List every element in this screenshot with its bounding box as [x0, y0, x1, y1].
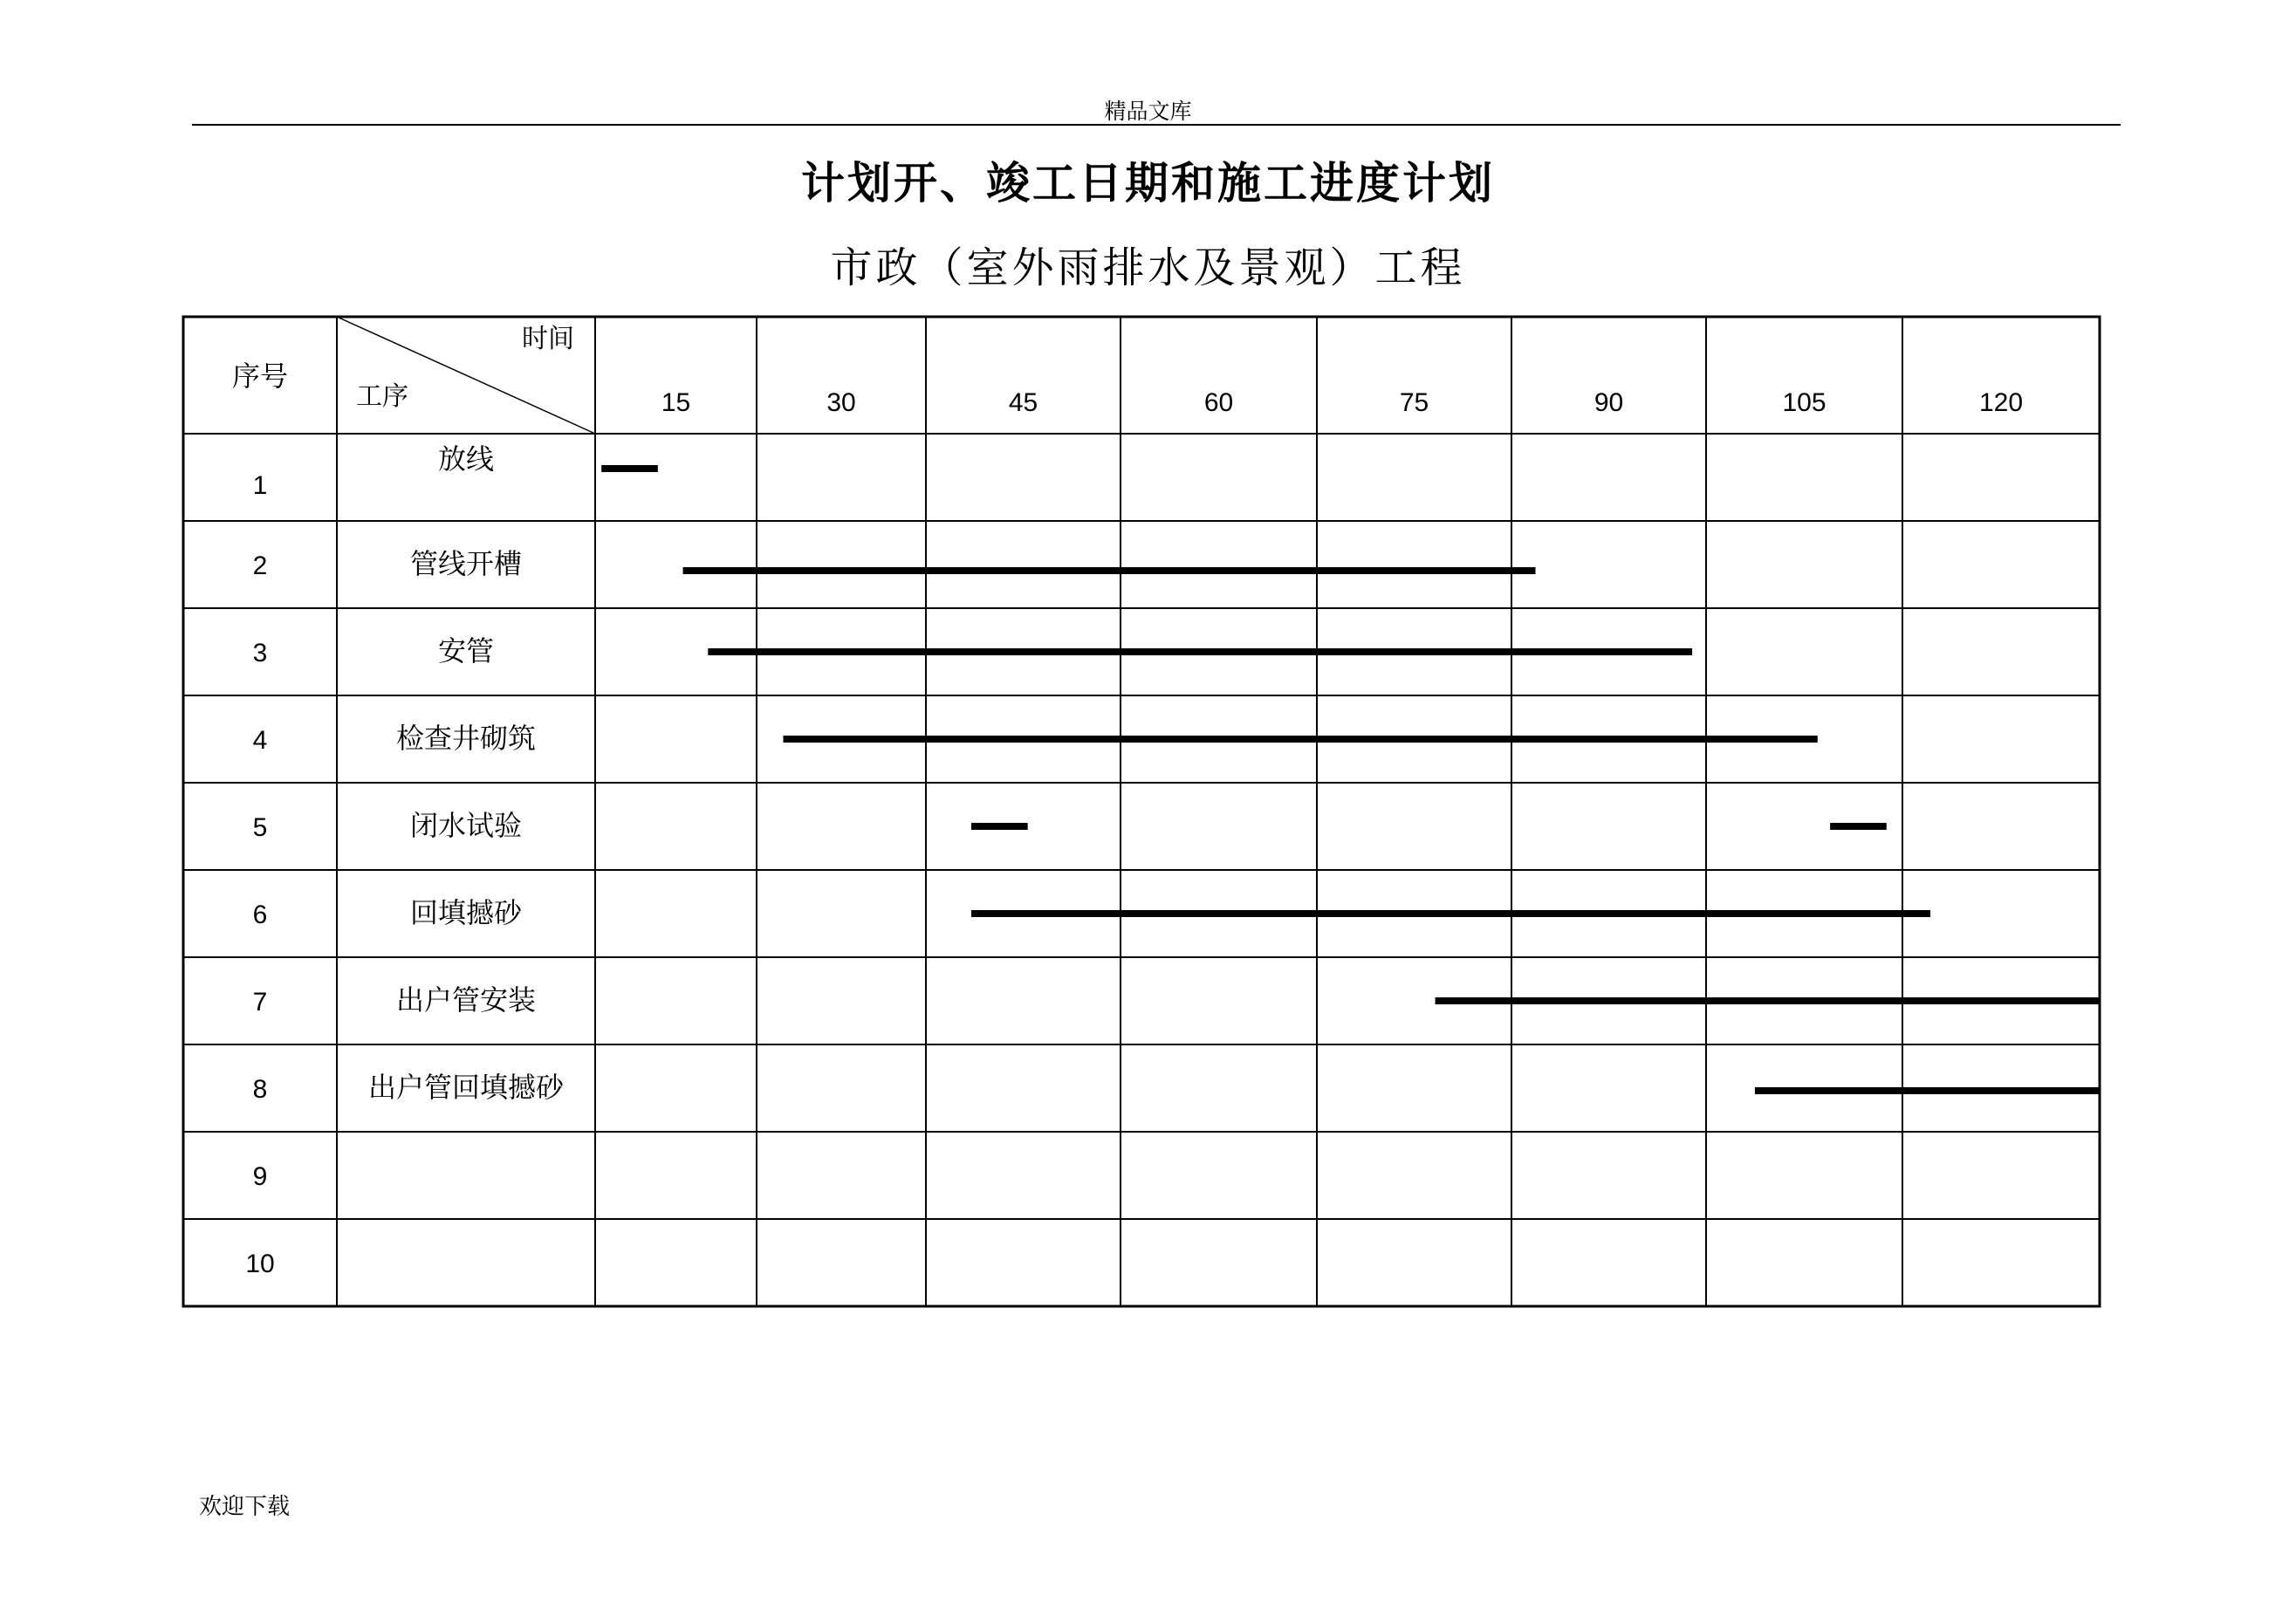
- row-task-name: 管线开槽: [409, 547, 523, 580]
- process-header-label: 工序: [356, 382, 408, 411]
- document-title: 计划开、竣工日期和施工进度计划: [801, 158, 1495, 209]
- time-tick-label: 15: [661, 388, 691, 417]
- row-seq-number: 10: [245, 1250, 275, 1278]
- row-task-name: 安管: [437, 634, 495, 668]
- footer-text: 欢迎下载: [199, 1494, 291, 1520]
- time-tick-label: 120: [1978, 388, 2024, 417]
- time-tick-label: 75: [1399, 388, 1429, 417]
- time-header-label: 时间: [522, 325, 574, 353]
- row-task-name: 闭水试验: [409, 809, 523, 842]
- row-seq-number: 7: [252, 988, 268, 1017]
- time-tick-label: 45: [1008, 388, 1038, 417]
- row-task-name: 出户管回填撼砂: [367, 1071, 565, 1104]
- row-seq-number: 5: [252, 813, 268, 842]
- gantt-bars: [601, 469, 2100, 1091]
- seq-column-header: 序号: [231, 360, 289, 393]
- table-labels: [232, 325, 2023, 1278]
- row-seq-number: 6: [252, 901, 268, 929]
- row-task-name: 回填撼砂: [409, 896, 523, 929]
- time-tick-label: 60: [1203, 388, 1234, 417]
- row-seq-number: 2: [252, 551, 268, 580]
- row-task-name: 放线: [437, 442, 495, 476]
- row-seq-number: 1: [252, 471, 268, 500]
- time-tick-label: 105: [1782, 388, 1827, 417]
- row-seq-number: 4: [252, 726, 268, 755]
- row-seq-number: 8: [252, 1075, 268, 1104]
- row-task-name: 检查井砌筑: [395, 722, 537, 755]
- document-subtitle: 市政（室外雨排水及景观）工程: [830, 243, 1466, 292]
- time-tick-label: 90: [1593, 388, 1624, 417]
- row-seq-number: 3: [252, 639, 268, 668]
- row-seq-number: 9: [252, 1162, 268, 1191]
- time-tick-label: 30: [826, 388, 856, 417]
- row-task-name: 出户管安装: [395, 983, 537, 1017]
- page-header-label: 精品文库: [1104, 99, 1192, 124]
